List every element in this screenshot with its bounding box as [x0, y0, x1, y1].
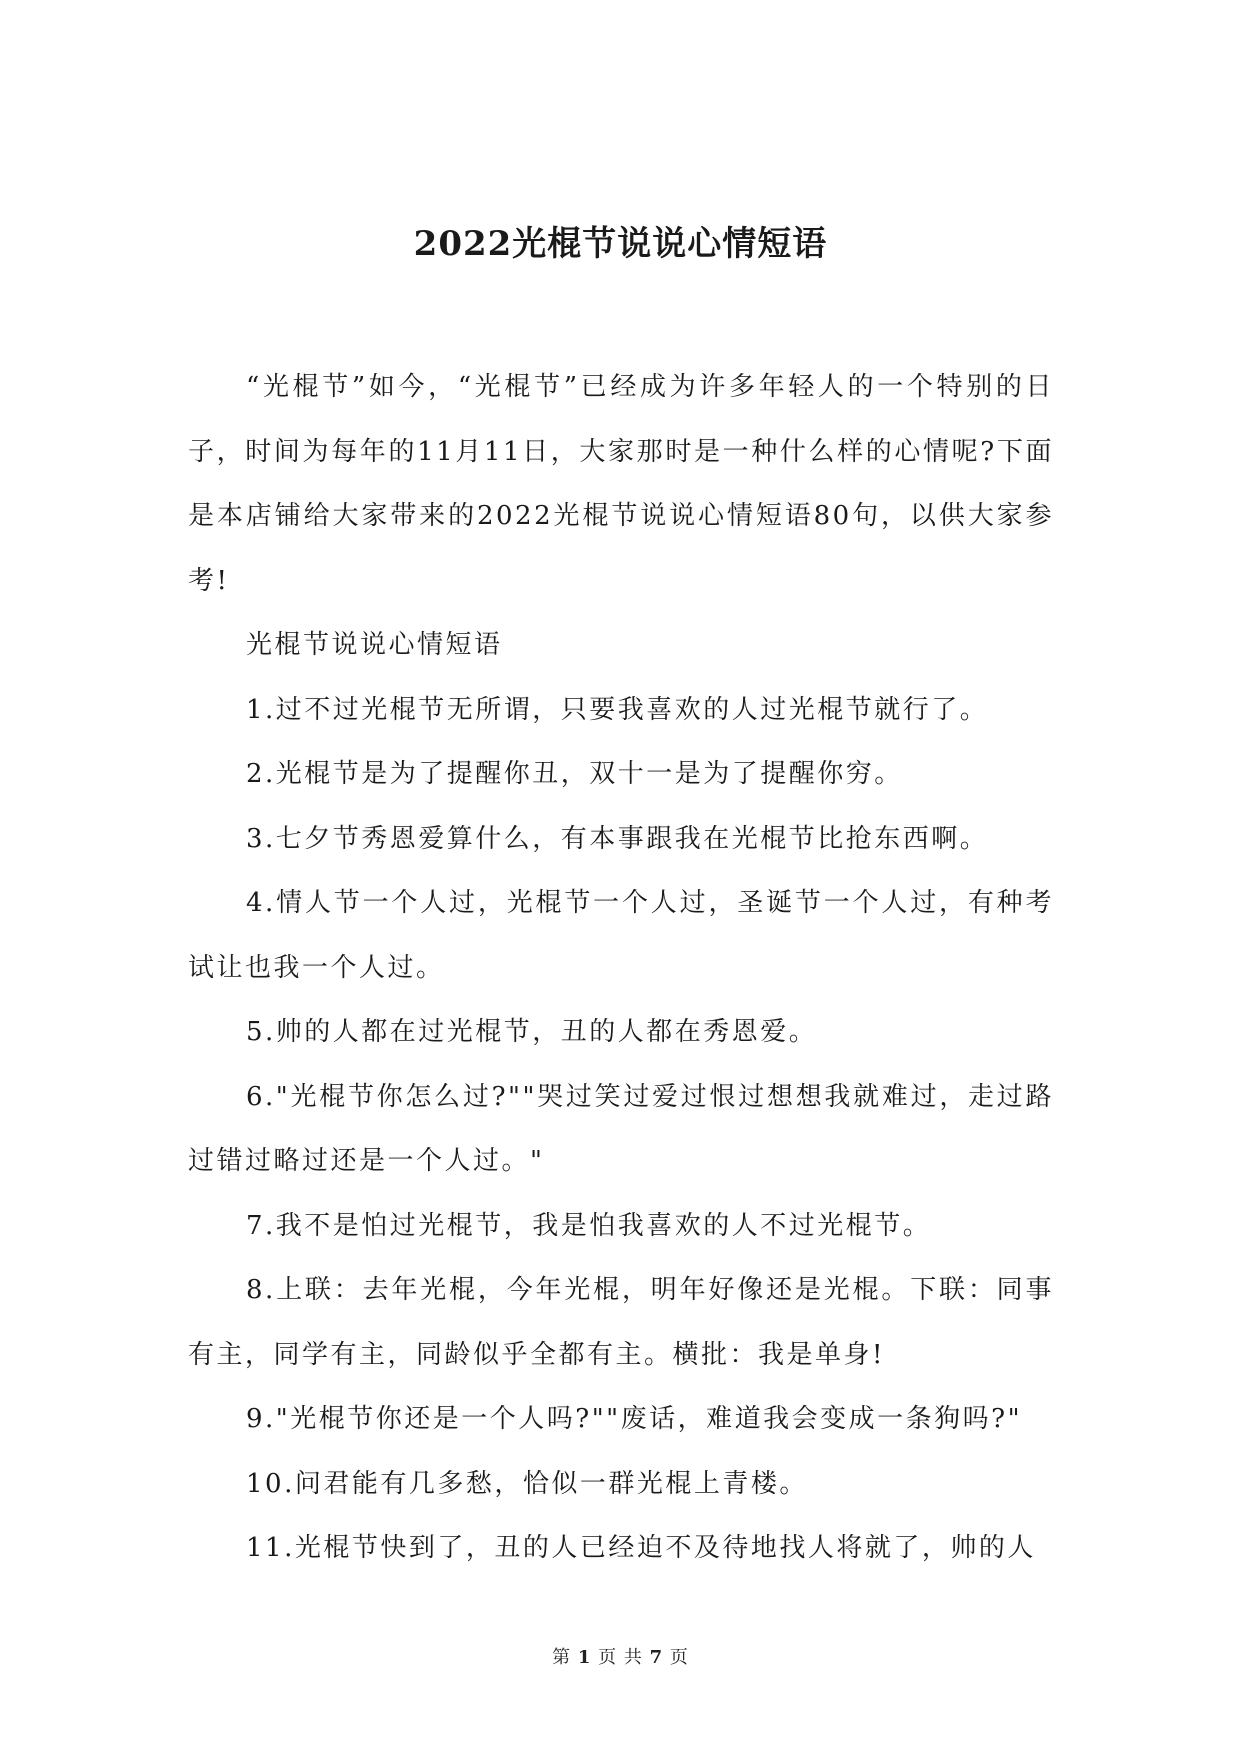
list-item: 9."光棍节你还是一个人吗?""废话，难道我会变成一条狗吗?": [246, 1404, 1023, 1434]
list-item: 6."光棍节你怎么过?""哭过笑过爱过恨过想想我就难过，走过路过错过略过还是一个人过。": [188, 1081, 1054, 1176]
document-body: [188, 355, 1054, 1581]
footer-prefix: 第: [552, 1647, 572, 1668]
page-footer: [0, 1646, 1241, 1670]
footer-middle: 页 共: [598, 1647, 643, 1668]
footer-suffix: 页: [669, 1647, 689, 1668]
list-item: 5.帅的人都在过光棍节，丑的人都在秀恩爱。: [246, 1017, 818, 1047]
list-item: 2.光棍节是为了提醒你丑，双十一是为了提醒你穷。: [246, 759, 903, 789]
document-title: 2022光棍节说说心情短语: [413, 224, 828, 264]
list-item: 1.过不过光棍节无所谓，只要我喜欢的人过光棍节就行了。: [246, 694, 989, 725]
footer-total-pages: 7: [649, 1647, 664, 1668]
section-heading: 光棍节说说心情短语: [246, 630, 503, 660]
list-item: 11.光棍节快到了，丑的人已经迫不及待地找人将就了，帅的人: [246, 1533, 1036, 1563]
list-item: 3.七夕节秀恩爱算什么，有本事跟我在光棍节比抢东西啊。: [246, 823, 989, 854]
intro-paragraph: “光棍节”如今，“光棍节”已经成为许多年轻人的一个特别的日子，时间为每年的11月11日，大家那时是一种什么样的心情呢?下面是本店铺给大家带来的2022光棍节说说心情短语80句，以供大家参考!: [188, 372, 1054, 596]
list-item: 4.情人节一个人过，光棍节一个人过，圣诞节一个人过，有种考试让也我一个人过。: [188, 888, 1054, 983]
list-item: 10.问君能有几多愁，恰似一群光棍上青楼。: [246, 1468, 808, 1499]
list-item: 7.我不是怕过光棍节，我是怕我喜欢的人不过光棍节。: [246, 1210, 932, 1241]
list-item: 8.上联：去年光棍，今年光棍，明年好像还是光棍。下联：同事有主，同学有主，同龄似乎全都有主。横批：我是单身!: [188, 1275, 1054, 1370]
footer-page-number: 1: [577, 1647, 592, 1668]
